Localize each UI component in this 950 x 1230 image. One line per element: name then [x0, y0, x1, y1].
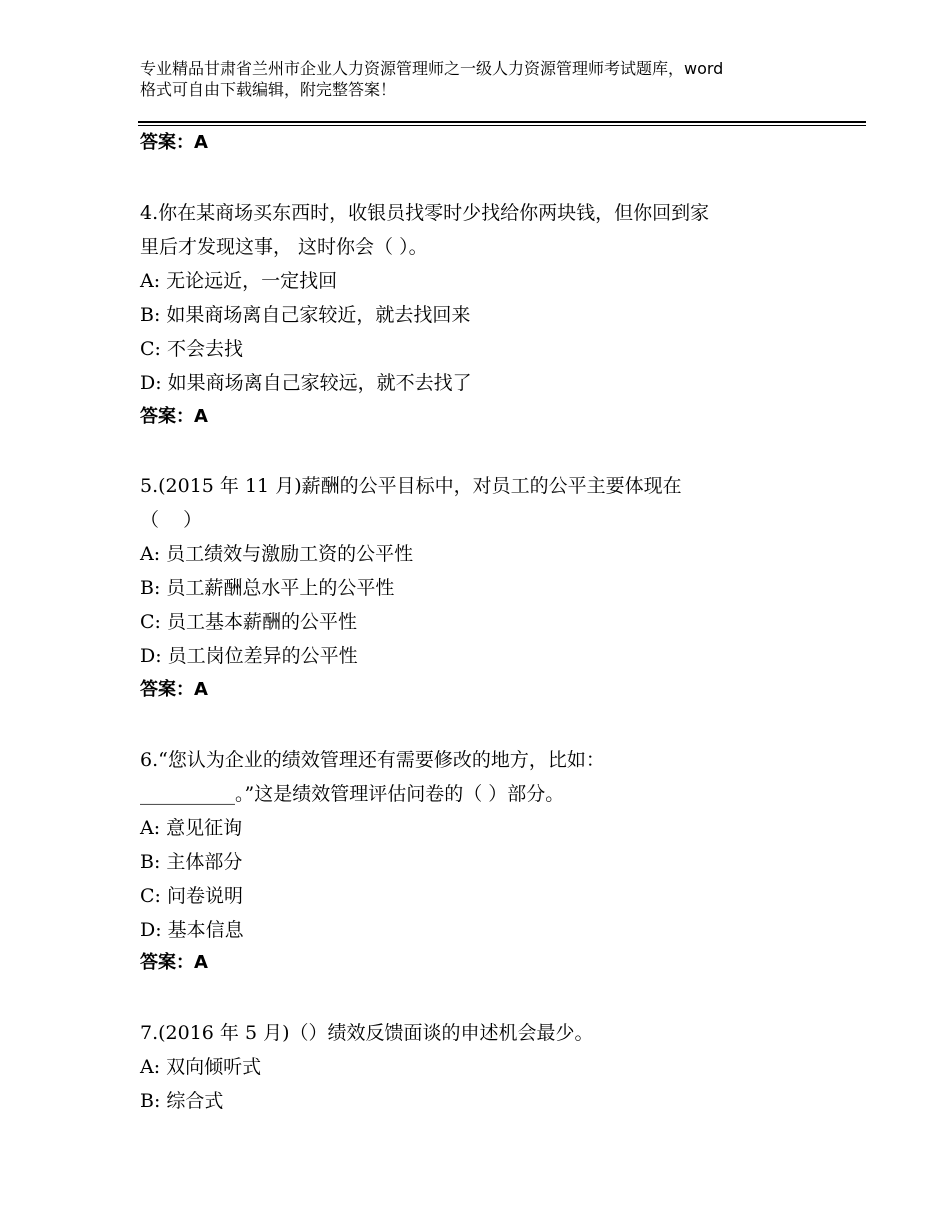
header-line-2: 格式可自由下载编辑，附完整答案！ — [140, 80, 397, 99]
answer-previous: 答案：A — [140, 132, 208, 153]
page-header — [140, 58, 840, 100]
answer: 答案：A — [140, 952, 208, 973]
question-stem-cont: 里后才发现这事， 这时你会（ ）。 — [140, 236, 428, 258]
header-divider-thin — [138, 125, 866, 126]
option-d: D: 基本信息 — [140, 919, 244, 941]
header-line-1: 专业精品甘肃省兰州市企业人力资源管理师之一级人力资源管理师考试题库，word — [140, 59, 724, 78]
option-b: B: 主体部分 — [140, 851, 243, 873]
option-b: B: 员工薪酬总水平上的公平性 — [140, 577, 395, 599]
option-a: A: 无论远近，一定找回 — [140, 270, 338, 292]
option-a: A: 双向倾听式 — [140, 1056, 262, 1078]
option-d: D: 员工岗位差异的公平性 — [140, 645, 358, 667]
question-stem: 7.(2016 年 5 月)（）绩效反馈面谈的申述机会最少。 — [140, 1022, 594, 1044]
option-b: B: 综合式 — [140, 1090, 224, 1112]
question-stem-cont: （ ） — [140, 509, 203, 531]
header-divider-thick — [138, 121, 866, 123]
option-a: A: 员工绩效与激励工资的公平性 — [140, 543, 414, 565]
option-c: C: 问卷说明 — [140, 885, 243, 907]
answer: 答案：A — [140, 679, 208, 700]
question-stem: 6.“您认为企业的绩效管理还有需要修改的地方，比如： — [140, 749, 605, 771]
answer: 答案：A — [140, 406, 208, 427]
question-stem-cont: __________。”这是绩效管理评估问卷的（ ）部分。 — [140, 783, 565, 805]
option-a: A: 意见征询 — [140, 817, 243, 839]
question-stem: 5.(2015 年 11 月)薪酬的公平目标中，对员工的公平主要体现在 — [140, 475, 682, 497]
option-c: C: 不会去找 — [140, 338, 243, 360]
option-c: C: 员工基本薪酬的公平性 — [140, 611, 357, 633]
option-b: B: 如果商场离自己家较近，就去找回来 — [140, 304, 471, 326]
option-d: D: 如果商场离自己家较远，就不去找了 — [140, 372, 472, 394]
question-stem: 4.你在某商场买东西时，收银员找零时少找给你两块钱，但你回到家 — [140, 202, 710, 224]
